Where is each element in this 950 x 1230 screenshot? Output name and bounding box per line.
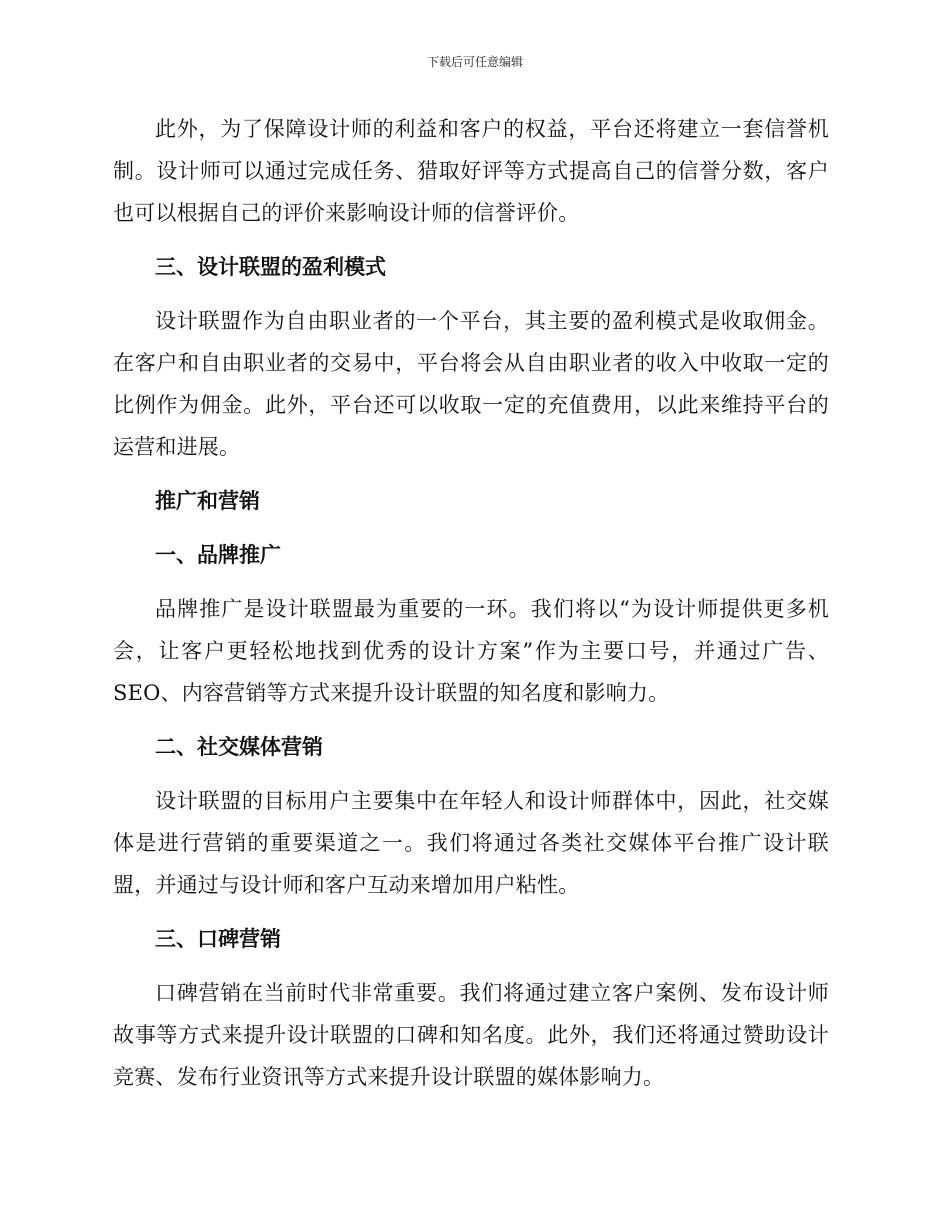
heading-social-media: 二、社交媒体营销 xyxy=(155,734,323,759)
heading-profit-model: 三、设计联盟的盈利模式 xyxy=(155,254,386,279)
heading-word-of-mouth: 三、口碑营销 xyxy=(155,926,281,951)
paragraph-reputation: 此外，为了保障设计师的利益和客户的权益，平台还将建立一套信誉机制。设计师可以通过完成任务、猎取好评等方式提高自己的信誉分数，客户也可以根据自己的评价来影响设计师的信誉评价。 xyxy=(113,117,829,225)
paragraph-brand-promotion: 品牌推广是设计联盟最为重要的一环。我们将以“为设计师提供更多机会，让客户更轻松地找到优秀的设计方案”作为主要口号，并通过广告、SEO、内容营销等方式来提升设计联盟的知名度和影响力。 xyxy=(113,597,829,705)
paragraph-word-of-mouth: 口碑营销在当前时代非常重要。我们将通过建立客户案例、发布设计师故事等方式来提升设计联盟的口碑和知名度。此外，我们还将通过赞助设计竞赛、发布行业资讯等方式来提升设计联盟的媒体影响力。 xyxy=(113,981,829,1089)
document-body xyxy=(113,108,829,1098)
heading-promotion-marketing: 推广和营销 xyxy=(155,488,260,513)
paragraph-profit-model: 设计联盟作为自由职业者的一个平台，其主要的盈利模式是收取佣金。在客户和自由职业者的交易中，平台将会从自由职业者的收入中收取一定的比例作为佣金。此外，平台还可以收取一定的充值费用，以此来维持平台的运营和进展。 xyxy=(113,309,829,459)
paragraph-social-media: 设计联盟的目标用户主要集中在年轻人和设计师群体中，因此，社交媒体是进行营销的重要渠道之一。我们将通过各类社交媒体平台推广设计联盟，并通过与设计师和客户互动来增加用户粘性。 xyxy=(113,789,829,897)
page-header: 下载后可任意编辑 xyxy=(426,55,523,69)
heading-brand-promotion: 一、品牌推广 xyxy=(155,542,281,567)
